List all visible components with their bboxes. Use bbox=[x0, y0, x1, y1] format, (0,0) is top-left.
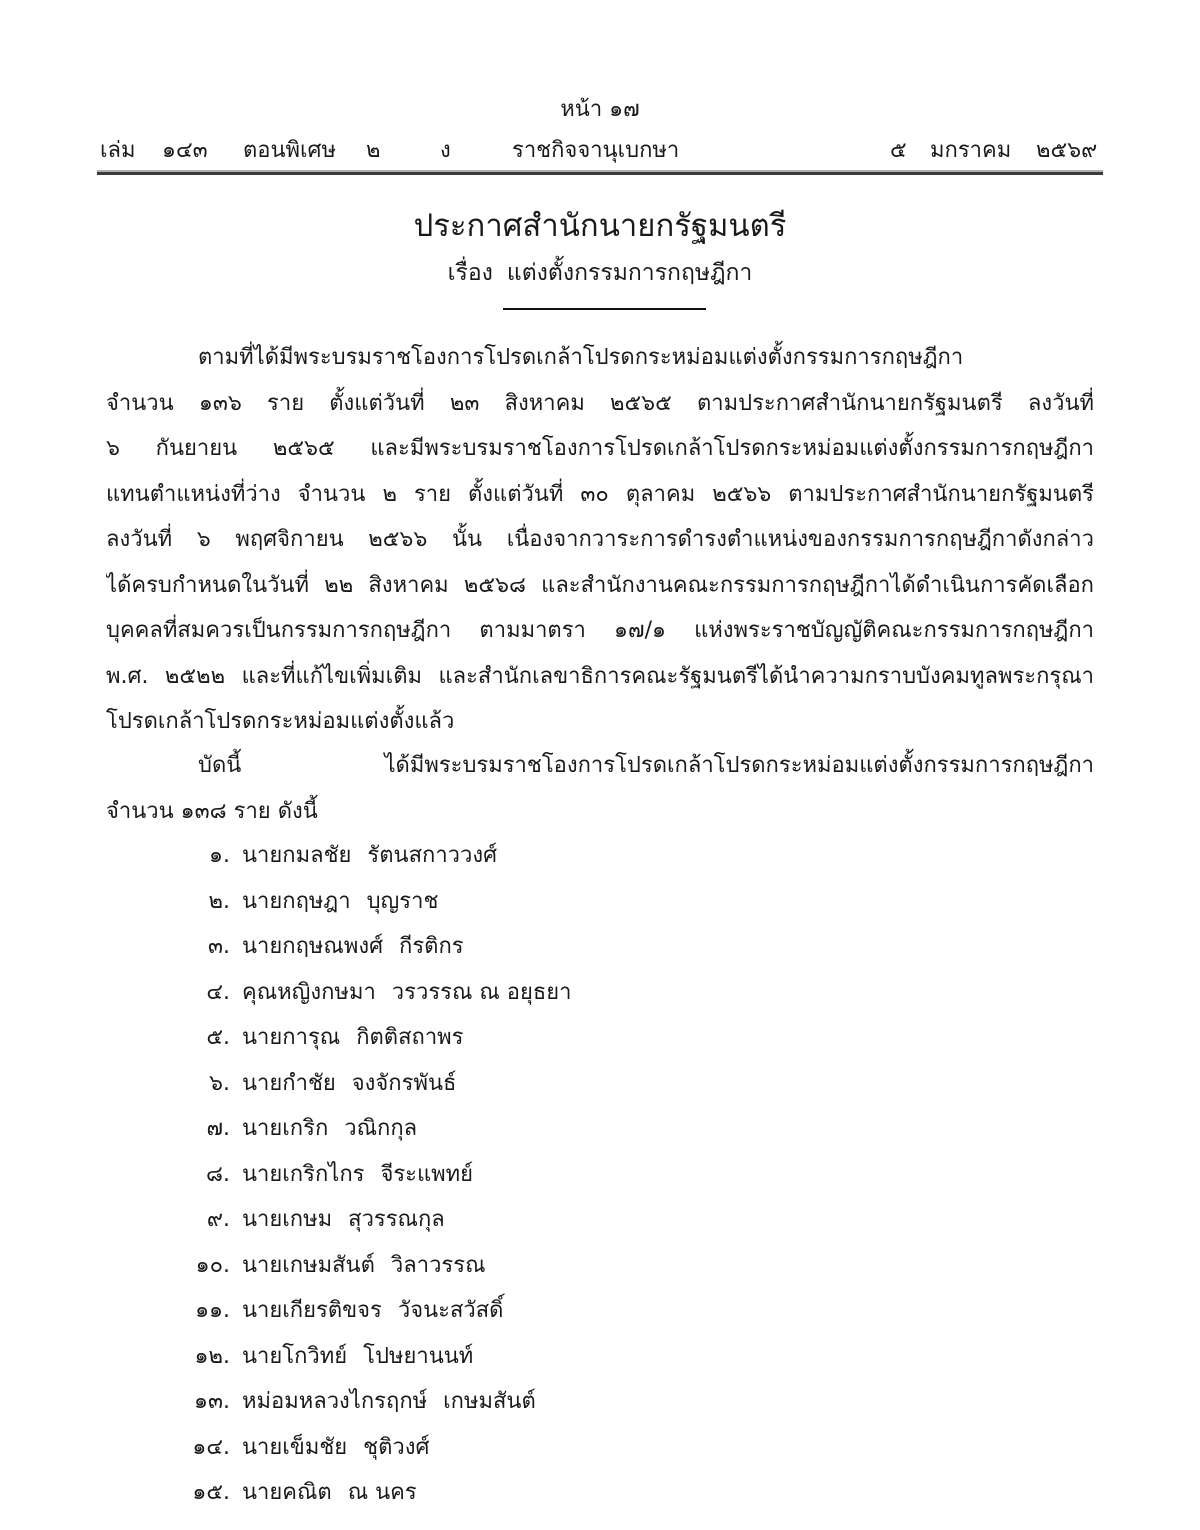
subject-text: แต่งตั้งกรรมการกฤษฎีกา bbox=[506, 260, 753, 286]
appointee-item bbox=[160, 1288, 760, 1334]
page-number: หน้า ๑๗ bbox=[560, 97, 640, 122]
appointee-surname: ชุติวงศ์ bbox=[363, 1434, 430, 1460]
appointee-item bbox=[160, 1470, 760, 1516]
paragraph-line: ตามที่ได้มีพระบรมราชโองการโปรดเกล้าโปรดกระหม่อมแต่งตั้งกรรมการกฤษฎีกา bbox=[198, 345, 964, 370]
appointee-number: ๕. bbox=[206, 1025, 230, 1050]
appointee-number: ๘. bbox=[206, 1161, 230, 1187]
header-divider bbox=[97, 170, 1103, 175]
section-letter: ง bbox=[440, 138, 451, 163]
appointee-surname: รัตนสกาววงศ์ bbox=[367, 843, 498, 868]
appointee-list bbox=[160, 833, 760, 1516]
paragraph-line: จำนวน ๑๓๘ ราย ดังนี้ bbox=[106, 798, 318, 824]
appointee-surname: จีระแพทย์ bbox=[380, 1161, 474, 1187]
appointee-item bbox=[160, 1379, 760, 1425]
paragraph-line: ๖ กันยายน ๒๕๖๕ และมีพระบรมราชโองการโปรดเกล้าโปรดกระหม่อมแต่งตั้งกรรมการกฤษฎีกา bbox=[106, 436, 1094, 461]
issue-number: ๒ bbox=[366, 138, 381, 163]
appointee-number: ๖. bbox=[209, 1070, 230, 1096]
issue-label: ตอนพิเศษ bbox=[243, 138, 337, 163]
gazette-name: ราชกิจจานุเบกษา bbox=[512, 138, 680, 163]
appointee-item bbox=[160, 1106, 760, 1152]
volume-number: ๑๔๓ bbox=[162, 138, 208, 163]
appointee-item bbox=[160, 924, 760, 970]
appointee-name: นายโกวิทย์ bbox=[242, 1343, 348, 1369]
appointee-surname: วรวรรณ ณ อยุธยา bbox=[391, 979, 572, 1005]
document-title: ประกาศสำนักนายกรัฐมนตรี bbox=[413, 208, 787, 244]
paragraph-line: บัดนี้ ได้มีพระบรมราชโองการโปรดเกล้าโปรดกระหม่อมแต่งตั้งกรรมการกฤษฎีกา bbox=[198, 753, 1094, 778]
appointee-number: ๑๔. bbox=[192, 1434, 230, 1460]
title-underline bbox=[503, 308, 706, 310]
paragraph-line: ลงวันที่ ๖ พฤศจิกายน ๒๕๖๖ นั้น เนื่องจากวาระการดำรงตำแหน่งของกรรมการกฤษฎีกาดังกล่าว bbox=[106, 527, 1094, 552]
appointee-surname: บุญราช bbox=[366, 888, 439, 914]
paragraph-line: โปรดเกล้าโปรดกระหม่อมแต่งตั้งแล้ว bbox=[106, 709, 455, 734]
paragraph-line: พ.ศ. ๒๕๒๒ และที่แก้ไขเพิ่มเติม และสำนักเลขาธิการคณะรัฐมนตรีได้นำความกราบบังคมทูลพระกรุณา bbox=[106, 663, 1094, 689]
appointee-number: ๗. bbox=[206, 1116, 230, 1141]
appointee-number: ๙. bbox=[206, 1207, 230, 1232]
appointee-number: ๒. bbox=[208, 888, 230, 914]
appointee-name: หม่อมหลวงไกรฤกษ์ bbox=[242, 1389, 428, 1414]
appointee-surname: เกษมสันต์ bbox=[443, 1389, 536, 1414]
header-divider-dark bbox=[97, 172, 1103, 175]
appointee-name: นายคณิต bbox=[242, 1480, 332, 1505]
appointee-name: นายเกษมสันต์ bbox=[242, 1252, 375, 1278]
appointee-surname: ณ นคร bbox=[347, 1480, 417, 1505]
appointee-surname: สุวรรณกุล bbox=[348, 1207, 445, 1232]
appointee-number: ๑๕. bbox=[192, 1480, 230, 1505]
appointee-item bbox=[160, 833, 760, 879]
appointee-item bbox=[160, 1061, 760, 1107]
appointee-name: นายเข็มชัย bbox=[242, 1434, 348, 1460]
gazette-header bbox=[100, 137, 1102, 165]
document-subject bbox=[0, 257, 1200, 289]
appointee-surname: กิตติสถาพร bbox=[356, 1025, 464, 1050]
appointee-item bbox=[160, 970, 760, 1016]
appointee-number: ๑๒. bbox=[194, 1343, 230, 1369]
appointee-surname: วิลาวรรณ bbox=[390, 1252, 486, 1278]
paragraph-line: ได้ครบกำหนดในวันที่ ๒๒ สิงหาคม ๒๕๖๘ และสำนักงานคณะกรรมการกฤษฎีกาได้ดำเนินการคัดเลือก bbox=[106, 572, 1094, 598]
appointee-item bbox=[160, 1243, 760, 1289]
paragraph-line: จำนวน ๑๓๖ ราย ตั้งแต่วันที่ ๒๓ สิงหาคม ๒๕๖๕ ตามประกาศสำนักนายกรัฐมนตรี ลงวันที่ bbox=[106, 390, 1094, 416]
appointee-surname: วัจนะสวัสดิ์ bbox=[397, 1298, 504, 1323]
appointee-surname: จงจักรพันธ์ bbox=[351, 1070, 457, 1096]
paragraph-line: บุคคลที่สมควรเป็นกรรมการกฤษฎีกา ตามมาตรา ๑๗/๑ แห่งพระราชบัญญัติคณะกรรมการกฤษฎีกา bbox=[106, 618, 1094, 643]
appointee-item bbox=[160, 879, 760, 925]
appointee-number: ๔. bbox=[206, 979, 230, 1005]
appointee-number: ๑๓. bbox=[194, 1389, 230, 1414]
appointee-name: นายกำชัย bbox=[242, 1070, 336, 1096]
appointee-name: นายเกริกไกร bbox=[242, 1161, 365, 1187]
volume-label: เล่ม bbox=[100, 138, 136, 163]
appointee-name: นายกฤษณพงศ์ bbox=[242, 934, 384, 959]
appointee-number: ๑. bbox=[209, 843, 230, 868]
appointee-item bbox=[160, 1425, 760, 1471]
appointee-name: นายกฤษฎา bbox=[242, 888, 351, 914]
paragraph-appointment bbox=[106, 743, 1094, 834]
appointee-surname: กีรติกร bbox=[399, 934, 464, 959]
date-year: ๒๕๖๙ bbox=[1036, 138, 1098, 163]
appointee-name: คุณหญิงกษมา bbox=[242, 979, 376, 1005]
date-month: มกราคม bbox=[930, 138, 1012, 163]
appointee-surname: วณิกกุล bbox=[344, 1116, 418, 1141]
appointee-name: นายเกริก bbox=[242, 1116, 329, 1141]
appointee-number: ๓. bbox=[207, 934, 230, 959]
appointee-name: นายการุณ bbox=[242, 1025, 341, 1050]
appointee-surname: โปษยานนท์ bbox=[363, 1343, 474, 1369]
appointee-item bbox=[160, 1197, 760, 1243]
appointee-number: ๑๑. bbox=[195, 1298, 230, 1323]
paragraph-line: แทนตำแหน่งที่ว่าง จำนวน ๒ ราย ตั้งแต่วันที่ ๓๐ ตุลาคม ๒๕๖๖ ตามประกาศสำนักนายกรัฐมนตรี bbox=[106, 481, 1094, 507]
appointee-name: นายกมลชัย bbox=[242, 843, 352, 868]
paragraph-preamble bbox=[106, 335, 1094, 745]
appointee-item bbox=[160, 1152, 760, 1198]
appointee-item bbox=[160, 1334, 760, 1380]
appointee-name: นายเกษม bbox=[242, 1207, 333, 1232]
appointee-item bbox=[160, 1015, 760, 1061]
subject-label: เรื่อง bbox=[447, 260, 493, 286]
appointee-name: นายเกียรติขจร bbox=[242, 1298, 382, 1323]
appointee-number: ๑๐. bbox=[195, 1252, 230, 1278]
date-day: ๕ bbox=[890, 138, 907, 163]
